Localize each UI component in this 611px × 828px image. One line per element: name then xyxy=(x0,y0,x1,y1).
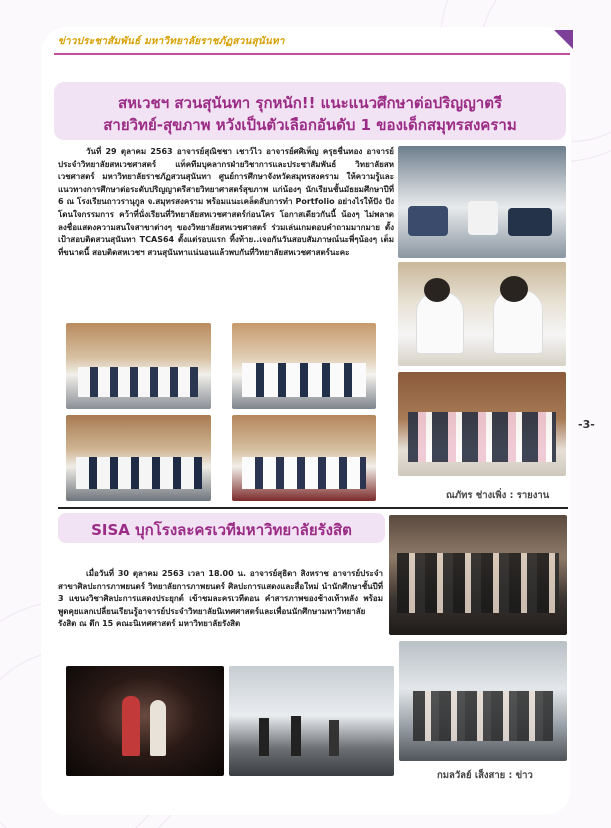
page-number: -3- xyxy=(578,418,595,431)
article1-credit: ณภัทร ช่างเพิ่ง : รายงาน xyxy=(446,490,550,501)
group-photo xyxy=(389,515,567,635)
section-divider xyxy=(58,507,568,509)
classroom-photo xyxy=(66,415,211,501)
article2-title-box xyxy=(58,513,385,543)
group-photo xyxy=(398,372,566,476)
students-writing-photo xyxy=(398,262,566,366)
classroom-photo xyxy=(66,323,211,409)
header-divider xyxy=(54,53,570,55)
article1-title-box xyxy=(54,82,566,140)
students-posing-photo xyxy=(399,641,567,761)
article1-title-line1: สหเวชฯ สวนสุนันทา รุกหนัก!! แนะแนวศึกษาต่อปริญญาตรี xyxy=(117,94,503,112)
theater-stage-photo xyxy=(66,666,224,776)
article2-title: SISA บุกโรงละครเวทีมหาวิทยาลัยรังสิต xyxy=(91,521,352,539)
article2-paragraph: เมื่อวันที่ 30 ตุลาคม 2563 เวลา 18.00 น. อาจารย์สุธิดา สิงหราช อาจารย์ประจำสาขาศิลปะการภาพยนตร์ วิทยาลัยการภาพยนตร์ ศิลปะการแสดงและสื่อใหม่ นำนักศึกษาชั้นปีที่ 3 แขนงวิชาศิลปะการแสดงประยุกต์ เข้าชมละครเวทีตอน คำสารภาพของช้างเท้าหลัง พร้อมพูดคุยแลกเปลี่ยนเรียนรู้อาจารย์ประจำวิทยาลัยนิเทศศาสตร์และเพื่อนนักศึกษามหาวิทยาลัยรังสิต ณ ตึก 15 คณะนิเทศศาสตร์ มหาวิทยาลัยรังสิต xyxy=(58,569,383,629)
classroom-photo xyxy=(398,146,566,258)
classroom-photo xyxy=(232,323,376,409)
article1-paragraph: วันที่ 29 ตุลาคม 2563 อาจารย์สุณิชชา เชาว์ไว อาจารย์ศศิเพ็ญ ครุธชื่นทอง อาจารย์ประจำวิทยาลัยสหเวชศาสตร์ แท็คทีมบุคลากรฝ่ายวิชาการและประชาสัมพันธ์ วิทยาลัยสหเวชศาสตร์ มหาวิทยาลัยราชภัฏสวนสุนันทา ศูนย์การศึกษาจังหวัดสมุทรสงคราม ให้ความรู้และแนวทางการศึกษาต่อระดับปริญญาตรีสายวิทยาศาสตร์สุขภาพ แก่น้องๆ นักเรียนชั้นมัธยมศึกษาปีที่ 6 ณ โรงเรียนถาวรานุกูล จ.สมุทรสงคราม พร้อมแนะเคล็ดลับการทำ Portfolio อย่างไรให้ปัง ปัง โดนใจกรรมการ คว้าที่นั่งเรียนที่วิทยาลัยสหเวชศาสตร์ก่อนใคร โอกาสเดียวกันนี้ น้องๆ ไม่พลาดลงชื่อแสดงความสนใจสาขาต่างๆ ของวิทยาลัยสหเวชศาสตร์ ร่วมเล่นเกมตอบคำถามมากมาย ตั้งเป้าสอบติดสวนสุนันทา TCAS64 ตั้งแต่รอบแรก ทิ้งท้าย..เจอกันวันสอบสัมภาษณ์นะพี่ๆน้องๆ เต็มที่ขนาดนี้ สอบติดสหเวชฯ สวนสุนันทาแน่นอนแล้วพบกันที่วิทยาลัยสหเวชศาสตร์นะคะ xyxy=(58,147,394,257)
corner-triangle-icon xyxy=(554,30,573,49)
building-photo xyxy=(229,666,394,776)
article1-title-line2: สายวิทย์-สุขภาพ หวังเป็นตัวเลือกอันดับ 1 ของเด็กสมุทรสงคราม xyxy=(103,116,517,134)
header-title: ข่าวประชาสัมพันธ์ มหาวิทยาลัยราชภัฏสวนสุนันทา xyxy=(58,36,285,47)
classroom-photo xyxy=(232,415,376,501)
article2-credit: กมลวัลย์ เส็งสาย : ข่าว xyxy=(437,770,533,781)
